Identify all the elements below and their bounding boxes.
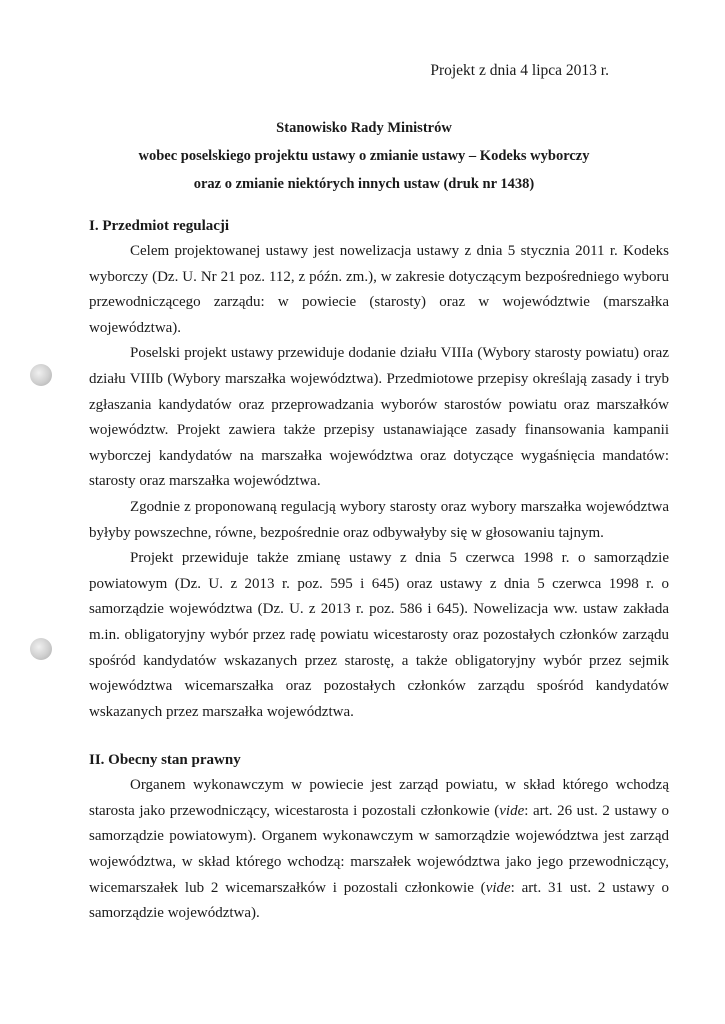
- section-1-paragraph-2: Poselski projekt ustawy przewiduje dodanie działu VIIIa (Wybory starosty powiatu) oraz działu VIIIb (Wybory marszałka województwa). Przedmiotowe przepisy określają zasady i tryb zgłaszania kandydatów oraz przeprowadzania wyborów starostów powiatu oraz marszałków województw. Projekt zawiera także przepisy ustanawiające zasady finansowania kampanii wyborczej kandydatów na marszałka województwa oraz dotyczące wygaśnięcia mandatów: starosty oraz marszałka województwa.: [89, 345, 669, 490]
- italic-vide: vide: [499, 802, 525, 819]
- punch-hole-bottom: [30, 638, 52, 660]
- title-line-3: oraz o zmianie niektórych innych ustaw (druk nr 1438): [193, 176, 535, 192]
- section-2-paragraph-1: [89, 773, 669, 927]
- document-body: [89, 213, 669, 927]
- section-1-paragraph-1: Celem projektowanej ustawy jest nowelizacja ustawy z dnia 5 stycznia 2011 r. Kodeks wyborczy (Dz. U. Nr 21 poz. 112, z późn. zm.), w zakresie dotyczącym bezpośredniego wyboru przewodniczącego zarządu: w powiecie (starosty) oraz w województwie (marszałka województwa).: [89, 243, 669, 336]
- italic-vide: vide: [485, 879, 511, 896]
- text-run: Organem wykonawczym w powiecie jest zarząd powiatu, w skład którego wchodzą starosta jako przewodniczący, wicestarosta i pozostali członkowie (: [89, 777, 669, 819]
- punch-hole-top: [30, 364, 52, 386]
- section-1-paragraph-3: Zgodnie z proponowaną regulacją wybory starosty oraz wybory marszałka województwa byłyby powszechne, równe, bezpośrednie oraz odbywałyby się w głosowaniu tajnym.: [89, 498, 669, 541]
- section-1-paragraph-4: Projekt przewiduje także zmianę ustawy z dnia 5 czerwca 1998 r. o samorządzie powiatowym (Dz. U. z 2013 r. poz. 595 i 645) oraz ustawy z dnia 5 czerwca 1998 r. o samorządzie województwa (Dz. U. z 2013 r. poz. 586 i 645). Nowelizacja ww. ustaw zakłada m.in. obligatoryjny wybór przez radę powiatu wicestarosty oraz pozostałych członków zarządu spośród kandydatów wskazanych przez starostę, a także obligatoryjny wybór przez sejmik województwa wicemarszałka oraz pozostałych członków zarządu spośród kandydatów wskazanych przez marszałka województwa.: [89, 550, 669, 720]
- text-run: : art. 26 ust. 2 ustawy o samorządzie powiatowym). Organem wykonawczym w samorządzie województwa jest zarząd województwa, w skład którego wchodzą: marszałek województwa jako jego przewodniczący, wicemarszałek lub 2 wicemarszałków i pozostali członkowie (: [89, 802, 669, 896]
- document-title: [60, 114, 668, 198]
- project-date: Projekt z dnia 4 lipca 2013 r.: [430, 62, 609, 79]
- section-2-heading: II. Obecny stan prawny: [89, 752, 241, 769]
- section-1-heading: I. Przedmiot regulacji: [89, 218, 230, 234]
- text-run: : art. 31 ust. 2 ustawy o samorządzie województwa).: [89, 879, 669, 922]
- title-line-1: Stanowisko Rady Ministrów: [276, 120, 452, 136]
- title-line-2: wobec poselskiego projektu ustawy o zmianie ustawy – Kodeks wyborczy: [138, 148, 590, 164]
